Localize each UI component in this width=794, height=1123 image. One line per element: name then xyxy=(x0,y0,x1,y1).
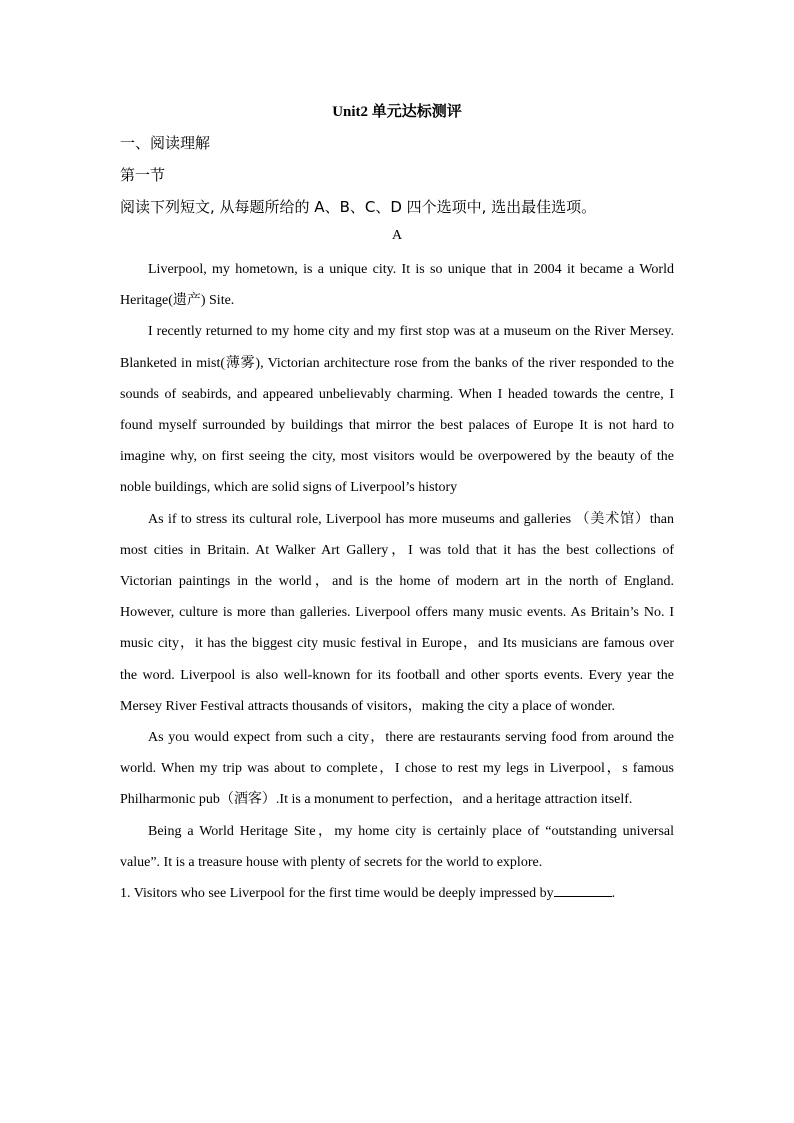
paragraph-5: Being a World Heritage Site，my home city is certainly place of “outstanding universal value”. It is a treasure house with plenty of secrets for the world to explore. xyxy=(120,823,674,870)
instruction-text: 阅读下列短文, 从每题所给的 A、B、C、D 四个选项中, 选出最佳选项。 xyxy=(120,198,597,216)
answer-blank[interactable] xyxy=(554,882,612,897)
question-1-end: . xyxy=(611,886,616,902)
passage-label: A xyxy=(391,228,403,243)
page-title: Unit2 单元达标测评 xyxy=(332,104,462,120)
question-1-text: 1. Visitors who see Liverpool for the first time would be deeply impressed by xyxy=(120,886,554,902)
section-heading: 一、阅读理解 xyxy=(120,134,211,152)
paragraph-3: As if to stress its cultural role, Liverpool has more museums and galleries （美术馆）than most cities in Britain. At Walker Art Gallery，I was told that it has the best collections of Victorian paintings in the world，and is the home of modern art in the north of England. However, culture is more than galleries. Liverpool offers many music events. As Britain’s No. I music city，it has the biggest city music festival in Europe，and Its musicians are famous over the word. Liverpool is also well-known for its football and other sports events. Every year the Mersey River Festival attracts thousands of visitors，making the city a place of wonder. xyxy=(120,511,674,714)
part-heading: 第一节 xyxy=(120,166,166,184)
question-1 xyxy=(120,878,674,909)
paragraph-1: Liverpool, my hometown, is a unique city. It is so unique that in 2004 it became a World Heritage(遗产) Site. xyxy=(120,262,674,309)
passage-body xyxy=(120,254,674,909)
paragraph-4: As you would expect from such a city，there are restaurants serving food from around the world. When my trip was about to complete，I chose to rest my legs in Liverpool，s famous Philharmonic pub（酒客）.It is a monument to perfection，and a heritage attraction itself. xyxy=(120,730,674,808)
paragraph-2: I recently returned to my home city and my first stop was at a museum on the River Mersey. Blanketed in mist(薄雾), Victorian architecture rose from the banks of the river responded to the sounds of seabirds, and appeared unbelievably charming. When I headed towards the centre, I found myself surrounded by buildings that mirror the best palaces of Europe It is not hard to imagine why, on first seeing the city, most visitors would be overpowered by the beauty of the noble buildings, which are solid signs of Liverpool’s history xyxy=(120,324,674,496)
